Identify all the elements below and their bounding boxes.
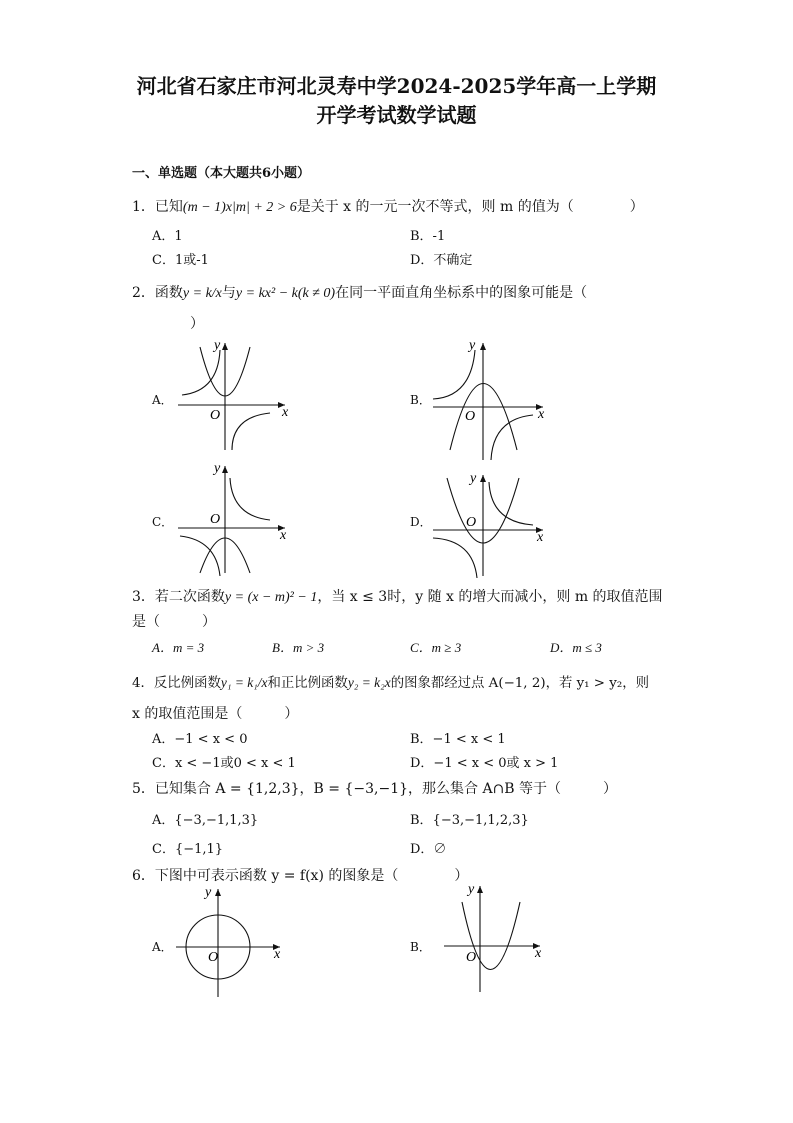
- origin-label: O: [210, 408, 221, 423]
- q4-function-2: y₂ = k₂x: [347, 675, 391, 690]
- q6-text: 下图中可表示函数 y = f(x) 的图象是（ ）: [154, 868, 469, 884]
- y-arrow-icon: [222, 466, 228, 473]
- q4-option-d[interactable]: D．−1 < x < 0或 x > 1: [410, 756, 559, 771]
- q4-option-c[interactable]: C．x < −1或0 < x < 1: [152, 756, 296, 771]
- q6-graph-b: [440, 882, 560, 997]
- q3-condition: ，当 x ≤ 3时，y 随 x 的增大而减小，则 m 的取值范围: [317, 589, 663, 605]
- y-axis-label: y: [468, 882, 475, 897]
- title-line-1: 河北省石家庄市河北灵寿中学2024-2025学年高一上学期: [136, 74, 657, 98]
- q2-graph-d: [425, 470, 555, 580]
- origin-label: O: [466, 515, 477, 530]
- hyperbola-branch: [182, 350, 220, 395]
- q2-graph-a: [170, 335, 300, 455]
- question-1: [132, 196, 644, 216]
- origin-label: O: [208, 950, 219, 965]
- q3-option-c[interactable]: C．m ≥ 3: [410, 640, 462, 655]
- x-axis-label: x: [274, 947, 281, 962]
- x-axis-label: x: [535, 946, 542, 961]
- hyperbola-branch: [230, 478, 270, 520]
- q4-option-a[interactable]: A．−1 < x < 0: [152, 732, 248, 747]
- q3-option-b[interactable]: B．m > 3: [272, 640, 325, 655]
- origin-label: O: [465, 409, 476, 424]
- q5-option-c[interactable]: C．{−1,1}: [152, 842, 224, 857]
- q2-graph-c: [170, 458, 300, 578]
- y-axis-label: y: [470, 471, 477, 486]
- question-4: [132, 672, 649, 691]
- q4-line-2: x 的取值范围是（ ）: [132, 706, 299, 722]
- question-3: [132, 586, 663, 606]
- q2-option-c-label[interactable]: C．: [152, 515, 174, 529]
- x-axis-label: x: [280, 528, 287, 543]
- q2-mid: 与: [221, 285, 236, 301]
- q3-option-d[interactable]: D．m ≤ 3: [550, 640, 602, 655]
- y-axis-label: y: [214, 338, 221, 353]
- q2-post: 在同一平面直角坐标系中的图象可能是（: [335, 285, 588, 301]
- x-axis-label: x: [538, 407, 545, 422]
- q2-graph-b: [425, 335, 555, 465]
- q1-option-b[interactable]: B．-1: [410, 229, 446, 244]
- hyperbola-branch: [433, 350, 475, 399]
- q5-number: 5．: [132, 781, 155, 797]
- q3-option-a[interactable]: A．m = 3: [152, 640, 205, 655]
- q6-number: 6．: [132, 868, 155, 884]
- q2-pre: 函数: [154, 285, 183, 301]
- q4-number: 4．: [132, 676, 154, 691]
- q3-number: 3．: [132, 589, 155, 605]
- y-axis-label: y: [214, 461, 221, 476]
- hyperbola-branch: [433, 538, 477, 578]
- q4-post: 的图象都经过点 A(−1, 2)，若 y₁ > y₂，则: [390, 676, 649, 691]
- question-5: [132, 778, 617, 798]
- q1-post: 是关于 x 的一元一次不等式，则 m 的值为（ ）: [296, 199, 644, 215]
- x-axis-label: x: [537, 530, 544, 545]
- q6-option-a-label[interactable]: A．: [152, 940, 173, 954]
- title-line-2: 开学考试数学试题: [316, 103, 477, 127]
- origin-label: O: [210, 512, 221, 527]
- hyperbola-branch: [491, 415, 533, 460]
- q3-line-2: 是（ ）: [132, 614, 216, 630]
- y-arrow-icon: [222, 343, 228, 350]
- q4-option-b[interactable]: B．−1 < x < 1: [410, 732, 506, 747]
- q2-number: 2．: [132, 285, 155, 301]
- q1-pre: 已知: [154, 199, 183, 215]
- q4-function-1: y₁ = k₁/x: [220, 675, 268, 690]
- q1-option-a[interactable]: A．1: [152, 229, 183, 244]
- q3-function: y = (x − m)² − 1: [224, 590, 318, 605]
- question-2: [132, 282, 587, 302]
- q5-text: 已知集合 A = {1,2,3}，B = {−3,−1}，那么集合 A∩B 等于（ ）: [154, 781, 618, 797]
- hyperbola-branch: [180, 536, 220, 576]
- q1-number: 1．: [132, 199, 155, 215]
- q6-graph-a: [172, 885, 292, 1000]
- section-heading: 一、单选题（本大题共6小题）: [132, 166, 311, 181]
- q2-function-2: y = kx² − k(k ≠ 0): [235, 286, 336, 301]
- q2-option-d-label[interactable]: D．: [410, 515, 432, 529]
- y-arrow-icon: [215, 889, 221, 896]
- y-arrow-icon: [480, 343, 486, 350]
- y-arrow-icon: [480, 475, 486, 482]
- y-axis-label: y: [205, 885, 212, 900]
- hyperbola-branch: [232, 413, 270, 450]
- q3-pre: 若二次函数: [154, 589, 225, 605]
- x-axis-label: x: [282, 405, 289, 420]
- q5-option-b[interactable]: B．{−3,−1,1,2,3}: [410, 813, 529, 828]
- q1-option-c[interactable]: C．1或-1: [152, 253, 209, 268]
- q2-close-paren: ）: [190, 316, 204, 332]
- y-axis-label: y: [469, 338, 476, 353]
- q4-pre: 反比例函数: [153, 676, 221, 691]
- q2-option-b-label[interactable]: B．: [410, 393, 431, 407]
- q6-option-b-label[interactable]: B．: [410, 940, 431, 954]
- q5-option-d[interactable]: D．∅: [410, 842, 447, 857]
- q2-function-1: y = k/x: [182, 286, 222, 301]
- y-arrow-icon: [477, 886, 483, 893]
- q1-option-d[interactable]: D．不确定: [410, 253, 473, 268]
- q4-mid: 和正比例函数: [267, 676, 348, 691]
- origin-label: O: [466, 950, 477, 965]
- q1-expression: (m − 1)x|m| + 2 > 6: [182, 200, 297, 215]
- q2-option-a-label[interactable]: A．: [152, 393, 173, 407]
- q5-option-a[interactable]: A．{−3,−1,1,3}: [152, 813, 259, 828]
- question-6: [132, 865, 468, 885]
